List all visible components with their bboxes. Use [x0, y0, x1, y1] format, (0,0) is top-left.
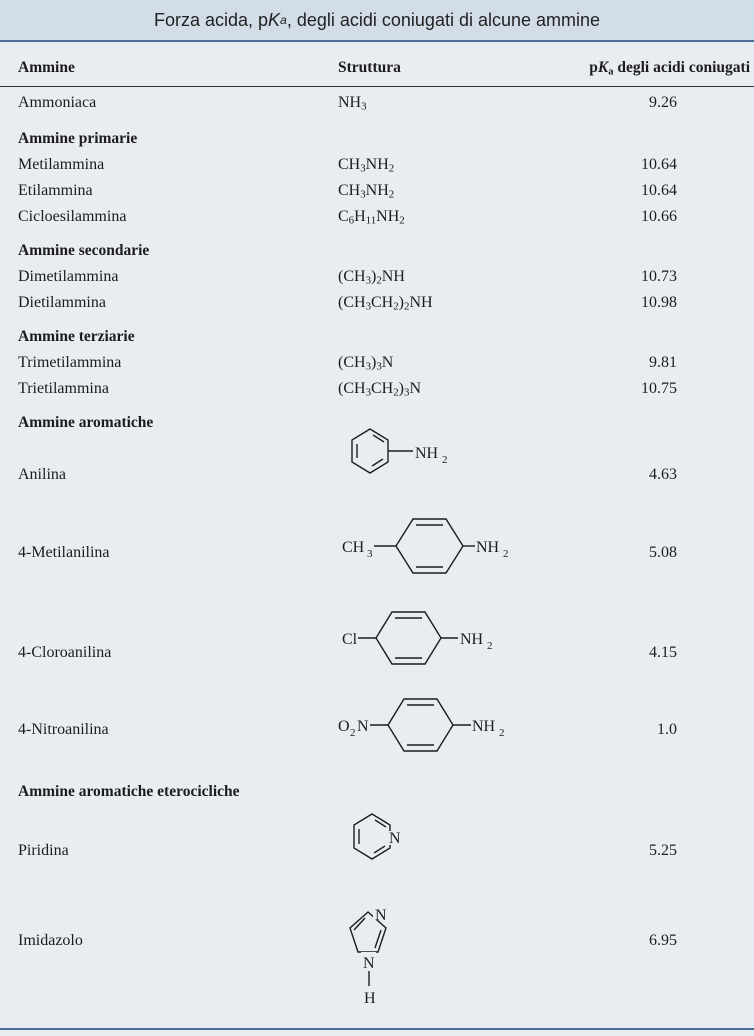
- section-aromatic: Ammine aromatiche: [18, 414, 154, 431]
- row-name: Piridina: [18, 842, 69, 859]
- title-suffix: , degli acidi coniugati di alcune ammine: [286, 9, 601, 30]
- svg-text:H: H: [364, 990, 376, 1006]
- nitroanilina-structure: [336, 692, 526, 754]
- row-pka: 9.81: [649, 354, 677, 371]
- table-row: [0, 378, 754, 400]
- svg-text:2: 2: [503, 548, 509, 560]
- table-row: [0, 352, 754, 374]
- row-name: Dietilammina: [18, 294, 106, 311]
- table-row: [0, 206, 754, 228]
- title-a: a: [280, 13, 287, 27]
- svg-text:2: 2: [442, 454, 448, 466]
- row-structure: $CH_3NH_2$: [338, 156, 395, 175]
- bottom-rule: [0, 1028, 754, 1030]
- row-pka: 5.08: [649, 544, 677, 561]
- row-pka: 10.73: [641, 268, 677, 285]
- row-structure: $(CH_3)_3N$: [338, 354, 394, 373]
- table-row: [0, 292, 754, 314]
- table-row: [0, 266, 754, 288]
- row-name: 4-Nitroanilina: [18, 721, 109, 738]
- svg-text:NH: NH: [476, 539, 500, 556]
- svg-text:2: 2: [350, 727, 356, 739]
- svg-text:NH: NH: [415, 445, 439, 462]
- cloroanilina-structure: [338, 604, 518, 670]
- piridina-structure: [330, 808, 420, 878]
- header-pka-a: a: [608, 66, 614, 78]
- svg-text:3: 3: [367, 548, 373, 560]
- row-structure: $(CH_3CH_2)_2NH$: [338, 294, 433, 313]
- table-title: [0, 0, 754, 42]
- row-pka: 1.0: [657, 721, 677, 738]
- anilina-structure: [325, 422, 475, 492]
- row-pka: 10.98: [641, 294, 677, 311]
- section-primary: Ammine primarie: [18, 130, 138, 147]
- row-pka: 10.75: [641, 380, 677, 397]
- table-row: [0, 154, 754, 176]
- header-ammine: Ammine: [18, 59, 75, 76]
- header-pka-k: K: [597, 59, 609, 76]
- row-name: Cicloesilammina: [18, 208, 127, 225]
- row-pka: 4.15: [649, 644, 677, 661]
- row-structure: $(CH_3CH_2)_3N$: [338, 380, 421, 399]
- svg-text:CH: CH: [342, 539, 365, 556]
- row-pka: 6.95: [649, 932, 677, 949]
- section-secondary: Ammine secondarie: [18, 242, 150, 259]
- svg-text:N: N: [363, 955, 375, 972]
- row-structure: $CH_3NH_2$: [338, 182, 395, 201]
- row-structure: $C_6H_{11}NH_2$: [338, 208, 405, 227]
- table-row: [0, 92, 754, 114]
- row-name: Dimetilammina: [18, 268, 119, 285]
- svg-text:2: 2: [487, 640, 493, 652]
- row-name: 4-Cloroanilina: [18, 644, 112, 661]
- header-pka: [589, 59, 750, 77]
- row-pka: 9.26: [649, 94, 677, 111]
- row-name: Anilina: [18, 466, 66, 483]
- table-row: [0, 180, 754, 202]
- svg-text:NH: NH: [460, 631, 484, 648]
- row-name: Imidazolo: [18, 932, 83, 949]
- header-pka-suffix: degli acidi coniugati: [613, 59, 750, 76]
- row-pka: 10.64: [641, 182, 677, 199]
- header-struttura: Struttura: [338, 59, 401, 76]
- header-pka-p: p: [589, 59, 598, 76]
- svg-text:O: O: [338, 718, 350, 735]
- row-name: 4-Metilanilina: [18, 544, 110, 561]
- svg-text:N: N: [375, 907, 387, 924]
- row-pka: 5.25: [649, 842, 677, 859]
- row-name: Trietilammina: [18, 380, 109, 397]
- svg-text:N: N: [357, 718, 369, 735]
- svg-text:NH: NH: [472, 718, 496, 735]
- row-name: Ammoniaca: [18, 94, 97, 111]
- row-pka: 10.64: [641, 156, 677, 173]
- title-prefix: Forza acida, p: [153, 9, 269, 30]
- section-heterocyclic: Ammine aromatiche eterocicliche: [18, 783, 240, 800]
- row-name: Trimetilammina: [18, 354, 122, 371]
- row-name: Etilammina: [18, 182, 93, 199]
- row-structure: $NH_3$: [338, 94, 367, 113]
- row-structure: $(CH_3)_2NH$: [338, 268, 405, 287]
- metilanilina-structure: [338, 510, 528, 580]
- row-pka: 10.66: [641, 208, 677, 225]
- section-tertiary: Ammine terziarie: [18, 328, 135, 345]
- header-rule: [0, 86, 754, 87]
- imidazolo-structure: [330, 900, 410, 1006]
- svg-text:N: N: [389, 830, 401, 847]
- row-name: Metilammina: [18, 156, 105, 173]
- title-k: K: [268, 9, 281, 30]
- row-pka: 4.63: [649, 466, 677, 483]
- svg-text:2: 2: [499, 727, 505, 739]
- svg-text:Cl: Cl: [342, 631, 358, 648]
